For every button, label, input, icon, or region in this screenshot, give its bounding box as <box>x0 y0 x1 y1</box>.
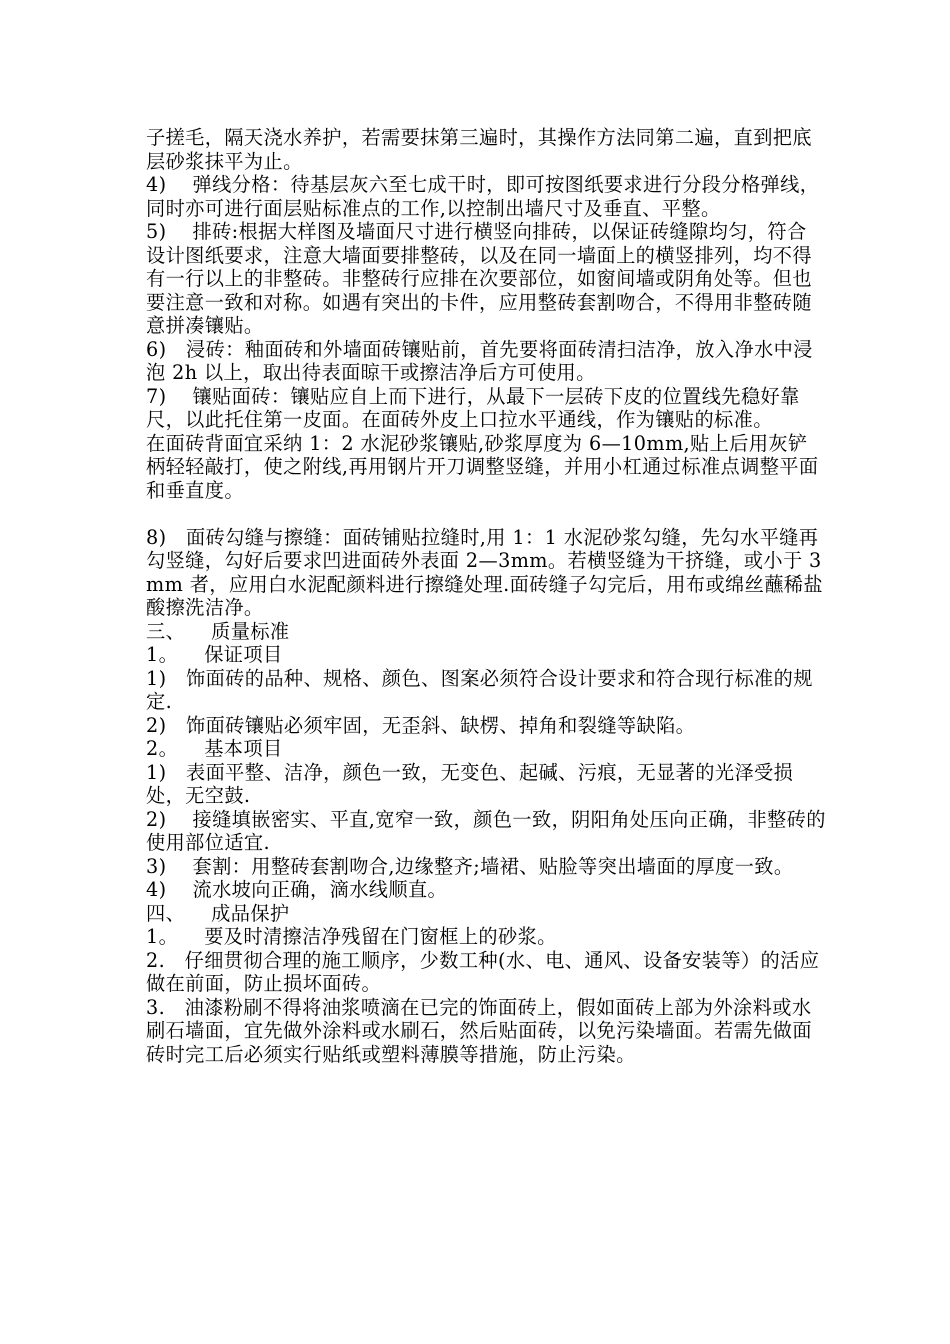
paragraph-1: 子搓毛，隔天浇水养护，若需要抹第三遍时，其操作方法同第二遍，直到把底层砂浆抹平为止。 <box>146 126 812 173</box>
paragraph-17: 4) 流水坡向正确，滴水线顺直。 <box>146 878 448 901</box>
subheading-basic-items: 2。 基本项目 <box>146 737 283 760</box>
paragraph-14: 1) 表面平整、洁净，颜色一致，无变色、起碱、污痕，无显著的光泽受损处，无空鼓. <box>146 760 794 807</box>
paragraph-15: 2) 接缝填嵌密实、平直,宽窄一致，颜色一致，阴阳角处压向正确，非整砖的使用部位适宜. <box>146 807 826 854</box>
paragraph-6: 在面砖背面宜采纳 1：2 水泥砂浆镶贴,砂浆厚度为 6—10mm,贴上后用灰铲柄轻轻敲打，使之附线,再用钢片开刀调整竖缝，并用小杠通过标准点调整平面和垂直度。 <box>146 431 819 502</box>
paragraph-12: 2) 饰面砖镶贴必须牢固，无歪斜、缺楞、掉角和裂缝等缺陷。 <box>146 713 696 737</box>
paragraph-20: 2. 仔细贯彻合理的施工顺序，少数工种(水、电、通风、设备安装等）的活应做在前面，防止损坏面砖。 <box>146 948 820 995</box>
document-body <box>146 126 826 1066</box>
paragraph-11: 1) 饰面砖的品种、规格、颜色、图案必须符合设计要求和符合现行标准的规定. <box>146 666 813 713</box>
paragraph-19: 1。 要及时清擦洁净残留在门窗框上的砂浆。 <box>146 925 557 948</box>
section-heading-protection: 四、 成品保护 <box>146 901 290 925</box>
paragraph-16: 3) 套割：用整砖套割吻合,边缘整齐;墙裙、贴脸等突出墙面的厚度一致。 <box>146 854 794 878</box>
section-heading-quality: 三、 质量标准 <box>146 619 290 643</box>
paragraph-5: 7) 镶贴面砖：镶贴应自上而下进行，从最下一层砖下皮的位置线先稳好靠尺，以此托住第一皮面。在面砖外皮上口拉水平通线，作为镶贴的标准。 <box>146 384 800 431</box>
paragraph-2: 4) 弹线分格：待基层灰六至七成干时，即可按图纸要求进行分段分格弹线，同时亦可进行面层贴标准点的工作,以控制出墙尺寸及垂直、平整。 <box>146 173 820 220</box>
paragraph-21: 3. 油漆粉刷不得将油浆喷滴在已完的饰面砖上，假如面砖上部为外涂料或水刷石墙面，宜先做外涂料或水刷石，然后贴面砖，以免污染墙面。若需先做面砖时完工后必须实行贴纸或塑料薄膜等措施，防止污染。 <box>146 995 812 1066</box>
paragraph-4: 6) 浸砖：釉面砖和外墙面砖镶贴前，首先要将面砖清扫洁净，放入净水中浸泡 2h 以上，取出待表面晾干或擦洁净后方可使用。 <box>146 337 813 384</box>
subheading-guarantee-items: 1。 保证项目 <box>146 643 283 666</box>
paragraph-8: 8) 面砖勾缝与擦缝：面砖铺贴拉缝时,用 1：1 水泥砂浆勾缝，先勾水平缝再勾竖缝，勾好后要求凹进面砖外表面 2—3mm。若横竖缝为干挤缝，或小于 3mm 者，应用白水泥配颜料进行擦缝处理.面砖缝子勾完后，用布或绵丝蘸稀盐酸擦洗洁净。 <box>146 525 823 619</box>
paragraph-3: 5) 排砖:根据大样图及墙面尺寸进行横竖向排砖，以保证砖缝隙均匀，符合设计图纸要求，注意大墙面要排整砖，以及在同一墙面上的横竖排列，均不得有一行以上的非整砖。非整砖行应排在次要部位，如窗间墙或阴角处等。但也要注意一致和对称。如遇有突出的卡件，应用整砖套割吻合，不得用非整砖随意拼凑镶贴。 <box>146 220 812 337</box>
blank-line <box>146 502 826 526</box>
